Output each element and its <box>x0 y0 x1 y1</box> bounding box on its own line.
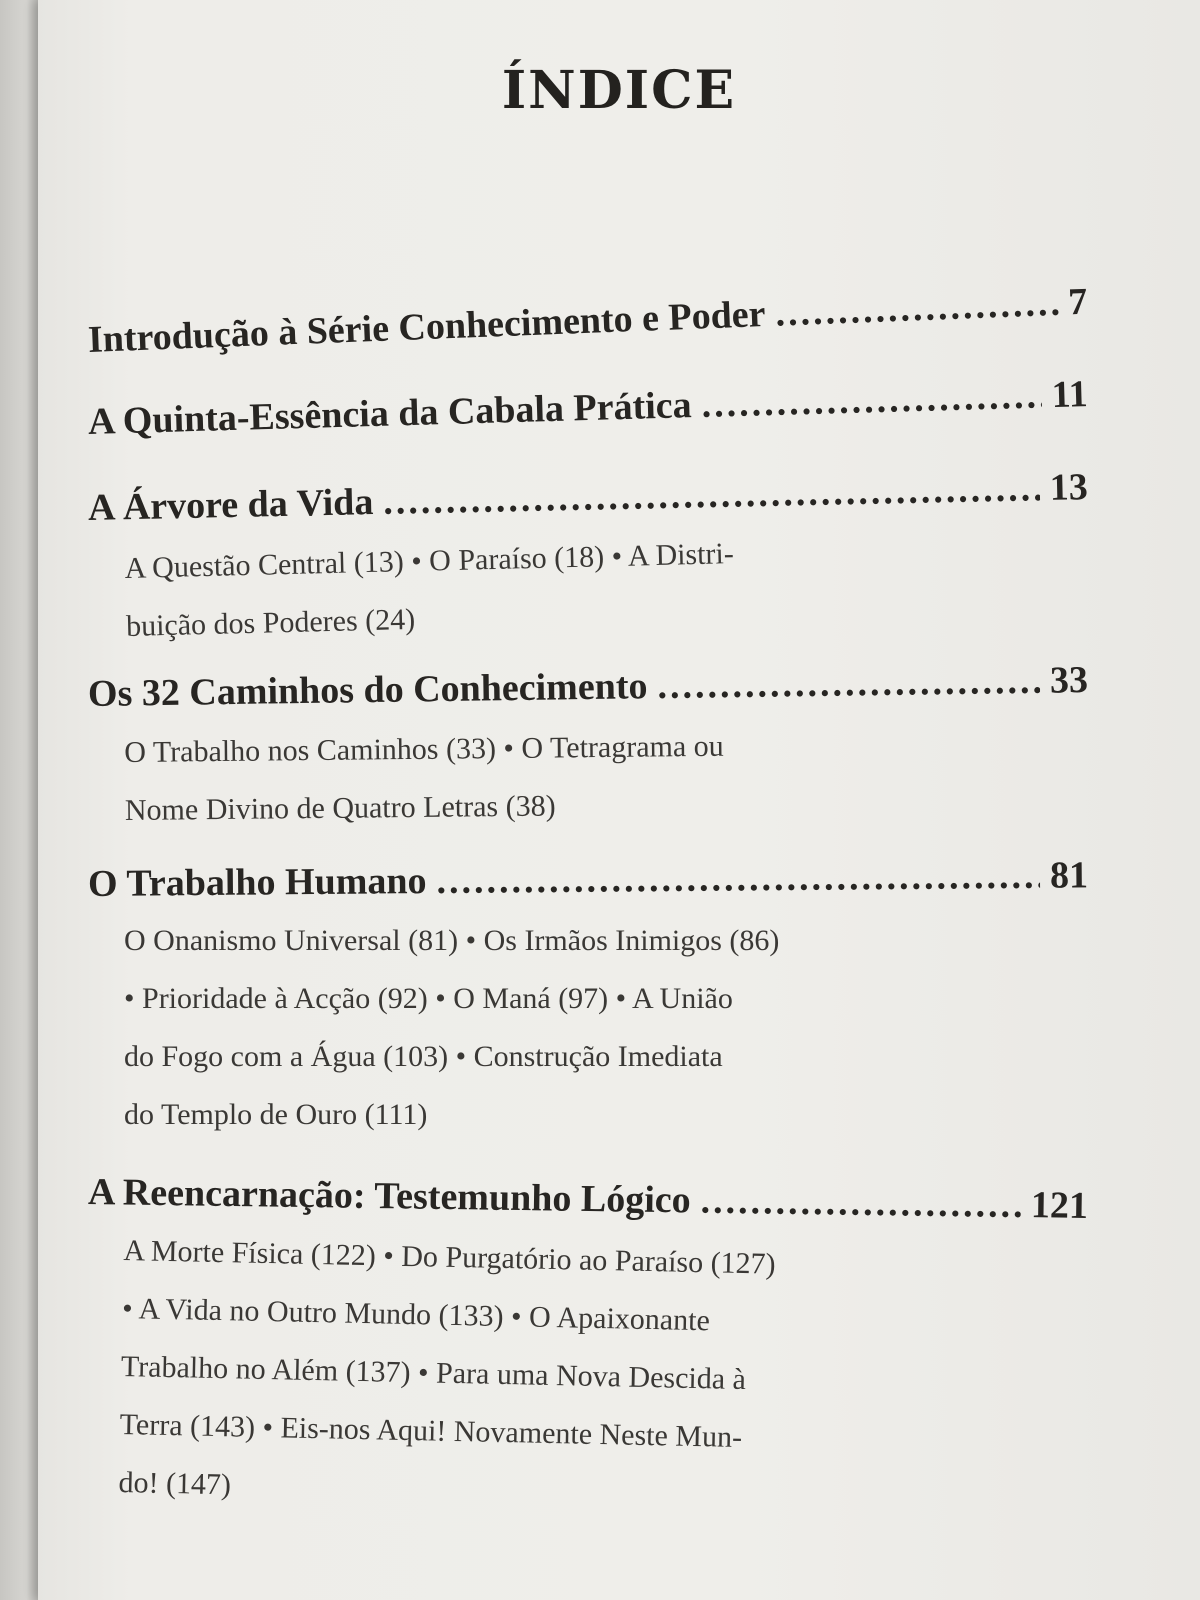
toc-entry-title: A Reencarnação: Testemunho Lógico <box>87 1171 691 1222</box>
toc-entry-page: 11 <box>1051 373 1089 417</box>
page-title: ÍNDICE <box>501 60 737 121</box>
dot-leader <box>383 466 1040 524</box>
subtopic-line: do Fogo com a Água (103) • Construção Imediata <box>124 1040 723 1073</box>
toc-entry-heading <box>87 372 1088 444</box>
subtopic-line: do! (147) <box>118 1465 232 1502</box>
toc-entry-arvore-da-vida <box>87 466 1089 656</box>
toc-entry-introducao <box>87 280 1089 362</box>
toc-entry-trabalho-humano <box>87 854 1089 1144</box>
dot-leader <box>775 281 1060 336</box>
toc-entry-heading <box>87 280 1088 362</box>
subtopic-line: A Morte Física (122) • Do Purgatório ao Paraíso (127) <box>123 1233 776 1281</box>
dot-leader <box>700 1179 1021 1227</box>
subtopic-line: O Trabalho nos Caminhos (33) • O Tetragrama ou <box>124 729 724 769</box>
subtopic-line: Terra (143) • Eis-nos Aqui! Novamente Neste Mun- <box>119 1407 743 1454</box>
toc-entry-page: 33 <box>1049 659 1089 702</box>
toc-entry-page: 7 <box>1067 280 1089 324</box>
subtopic-line: Trabalho no Além (137) • Para uma Nova Descida à <box>120 1349 747 1397</box>
subtopic-line: do Templo de Ouro (111) <box>124 1098 428 1131</box>
toc-entry-title: O Trabalho Humano <box>87 860 427 905</box>
toc-entry-title: Os 32 Caminhos do Conhecimento <box>87 665 648 715</box>
toc-entry-page: 81 <box>1049 854 1089 897</box>
subtopic-line: buição dos Poderes (24) <box>125 602 416 643</box>
toc-entry-title: A Árvore da Vida <box>87 481 374 529</box>
toc-entry-subtopics <box>124 521 907 656</box>
toc-entry-heading <box>88 465 1089 530</box>
toc-entry-quinta-essencia <box>87 373 1089 444</box>
book-spine-shadow <box>0 0 38 1600</box>
toc-entry-subtopics <box>118 1222 904 1528</box>
toc-entry-subtopics <box>124 912 904 1144</box>
dot-leader <box>436 854 1040 903</box>
subtopic-line: A Questão Central (13) • O Paraíso (18) • A Distri- <box>124 537 735 585</box>
subtopic-line: O Onanismo Universal (81) • Os Irmãos Inimigos (86) <box>124 924 780 957</box>
dot-leader <box>701 373 1042 426</box>
subtopic-line: • A Vida no Outro Mundo (133) • O Apaixonante <box>121 1291 711 1338</box>
dot-leader <box>657 659 1040 708</box>
toc-entry-page: 121 <box>1030 1184 1089 1227</box>
subtopic-line: • Prioridade à Acção (92) • O Maná (97) • A União <box>124 982 733 1015</box>
toc-entry-heading <box>88 853 1088 906</box>
toc-entry-title: A Quinta-Essência da Cabala Prática <box>87 384 693 443</box>
toc-entry-reencarnacao <box>88 1170 1088 1512</box>
toc-entry-subtopics <box>124 716 905 840</box>
toc-entry-heading <box>88 658 1089 716</box>
book-page <box>38 0 1200 1600</box>
toc-entry-heading <box>88 1170 1089 1228</box>
toc-entry-32-caminhos <box>87 659 1089 840</box>
toc-entry-title: Introdução à Série Conhecimento e Poder <box>87 292 767 361</box>
toc-entry-page: 13 <box>1049 466 1089 509</box>
subtopic-line: Nome Divino de Quatro Letras (38) <box>124 789 556 827</box>
